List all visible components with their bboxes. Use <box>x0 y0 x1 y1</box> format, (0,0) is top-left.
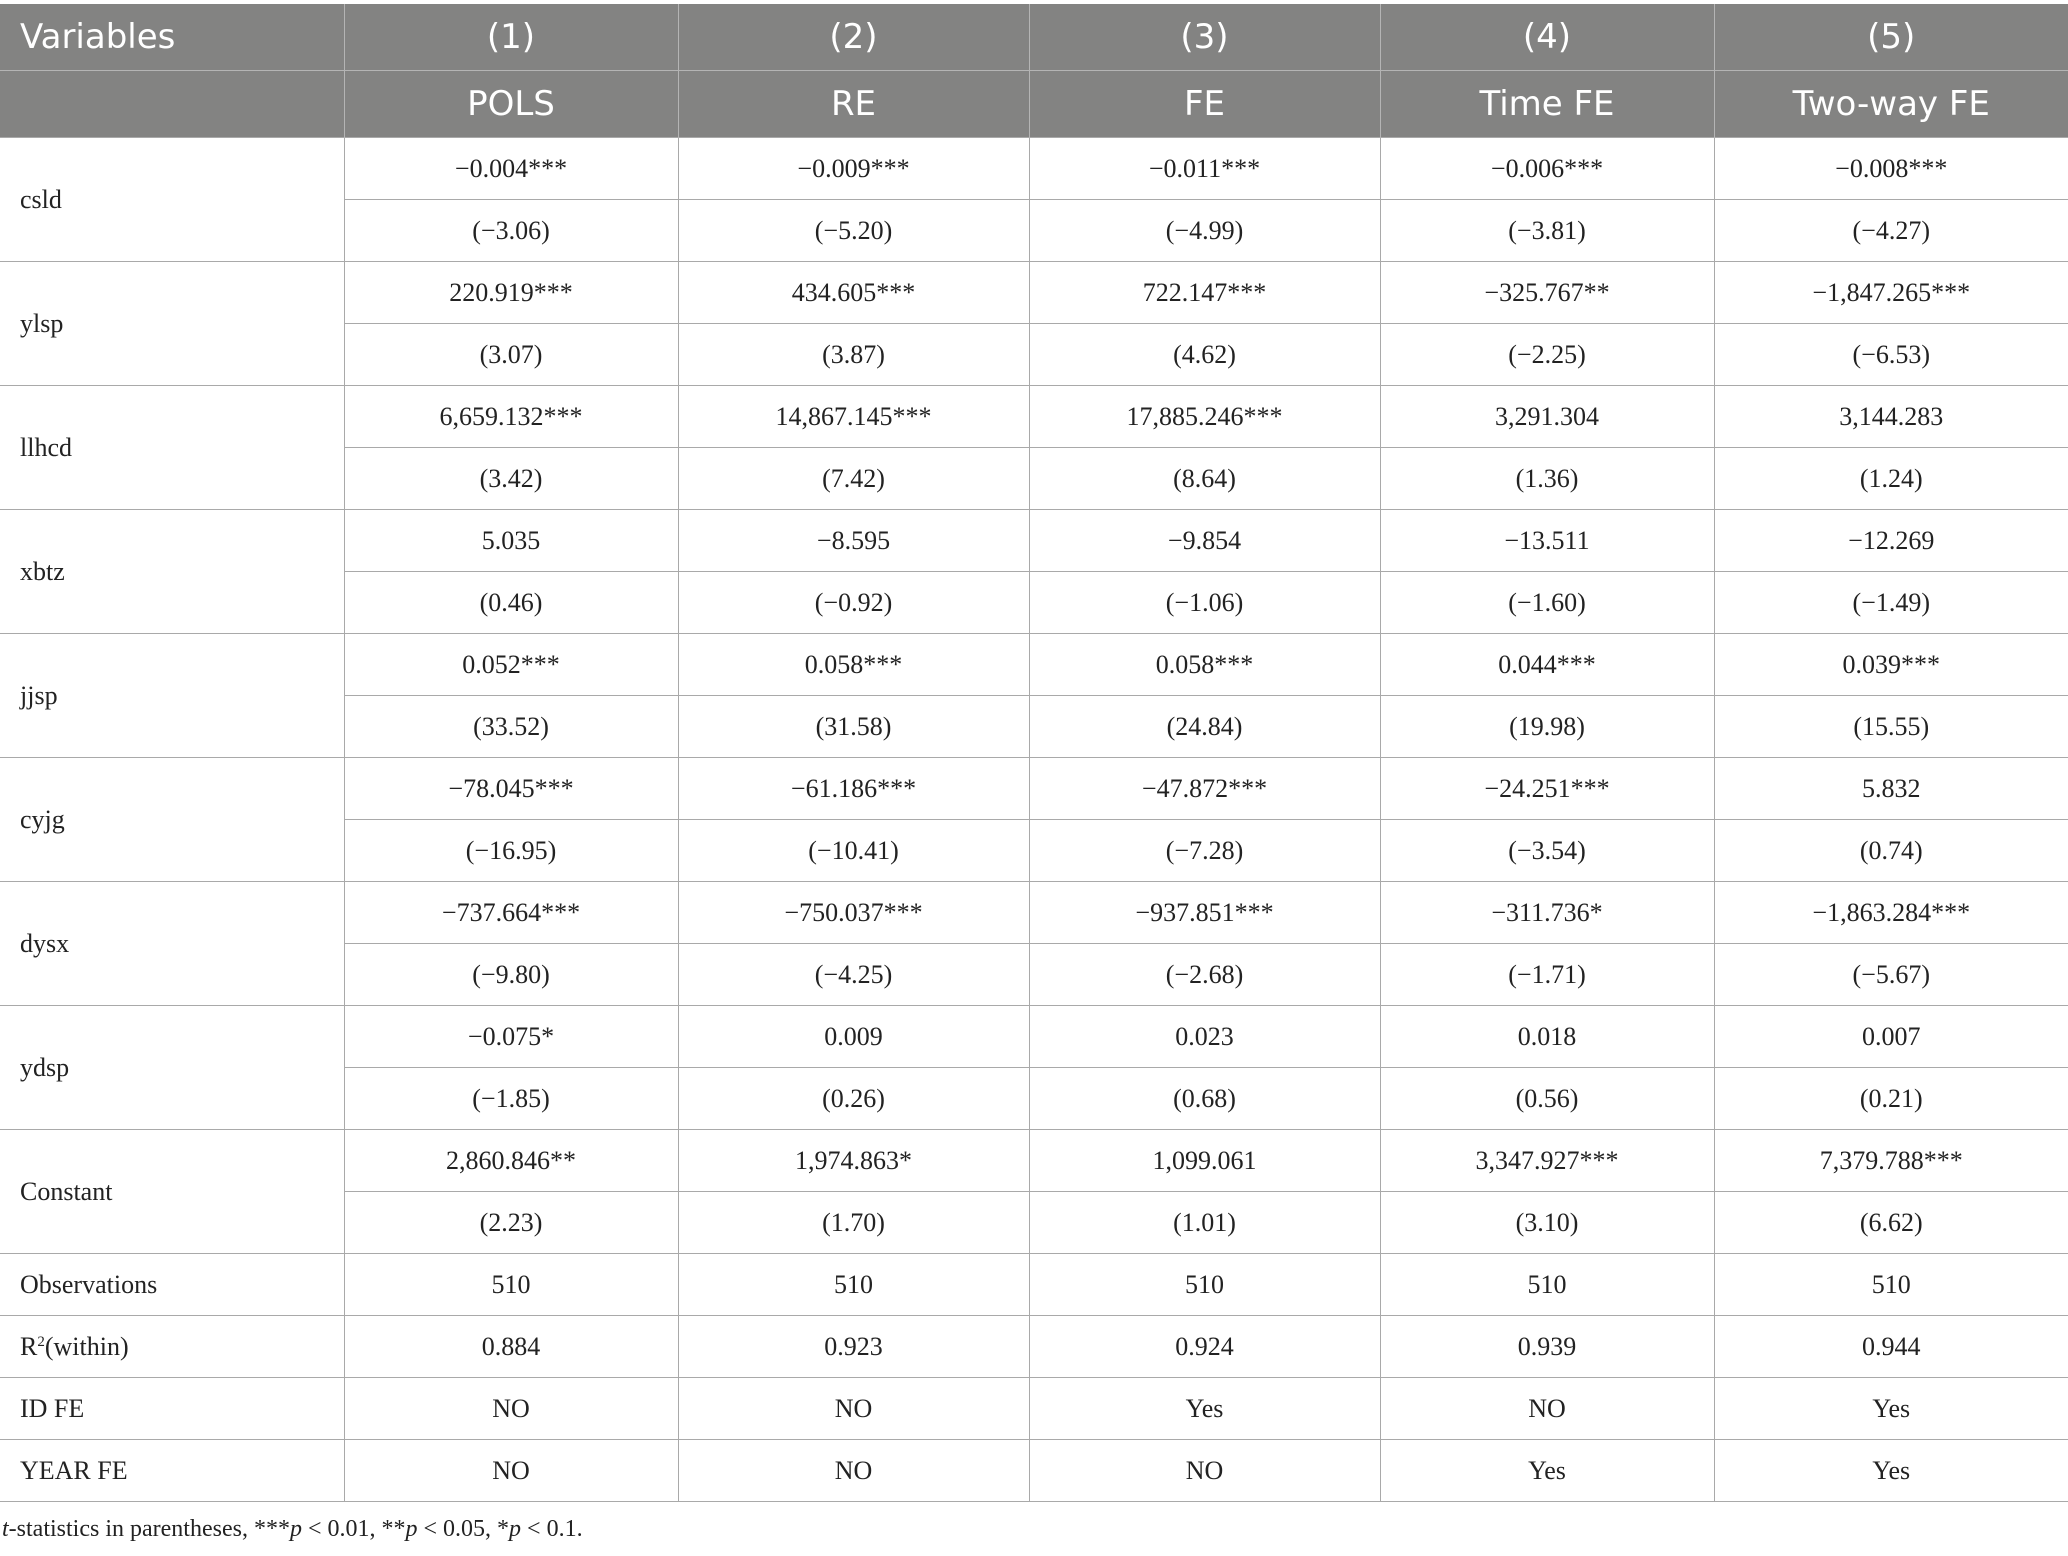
footnote-p-1: p <box>289 1516 302 1542</box>
variable-name: csld <box>0 138 344 262</box>
tstat-cell: (4.62) <box>1029 324 1380 386</box>
coef-cell: −24.251*** <box>1380 758 1714 820</box>
tstat-cell: (3.07) <box>344 324 678 386</box>
stat-value: 510 <box>1029 1254 1380 1316</box>
variable-name: llhcd <box>0 386 344 510</box>
tstat-cell: (0.56) <box>1380 1068 1714 1130</box>
tstat-cell: (15.55) <box>1714 696 2068 758</box>
coef-cell: 17,885.246*** <box>1029 386 1380 448</box>
stat-label-rest: (within) <box>44 1331 129 1361</box>
tstat-cell: (3.10) <box>1380 1192 1714 1254</box>
coef-cell: −9.854 <box>1029 510 1380 572</box>
stat-label-superscript: 2 <box>37 1333 45 1350</box>
tstat-cell: (−3.06) <box>344 200 678 262</box>
tstat-cell: (19.98) <box>1380 696 1714 758</box>
coef-row-constant <box>0 1130 2068 1192</box>
coef-cell: −78.045*** <box>344 758 678 820</box>
stat-label <box>0 1316 344 1378</box>
coef-cell: 6,659.132*** <box>344 386 678 448</box>
tstat-cell: (−4.27) <box>1714 200 2068 262</box>
variables-header: Variables <box>0 4 344 71</box>
stat-row <box>0 1316 2068 1378</box>
tstat-cell: (6.62) <box>1714 1192 2068 1254</box>
coef-cell: −13.511 <box>1380 510 1714 572</box>
tstat-cell: (−5.20) <box>678 200 1029 262</box>
footnote-t: t <box>2 1516 9 1542</box>
header-row-numbers <box>0 4 2068 71</box>
stat-value: 510 <box>1380 1254 1714 1316</box>
stat-value: Yes <box>1714 1378 2068 1440</box>
variable-name: dysx <box>0 882 344 1006</box>
column-model-4: Time FE <box>1380 71 1714 138</box>
column-number-2: (2) <box>678 4 1029 71</box>
tstat-cell: (31.58) <box>678 696 1029 758</box>
coef-cell: −12.269 <box>1714 510 2068 572</box>
tstat-cell: (−2.25) <box>1380 324 1714 386</box>
coef-cell: −0.004*** <box>344 138 678 200</box>
tstat-cell: (−7.28) <box>1029 820 1380 882</box>
tstat-cell: (−6.53) <box>1714 324 2068 386</box>
variable-name: jjsp <box>0 634 344 758</box>
coef-cell: 0.007 <box>1714 1006 2068 1068</box>
coef-cell: −0.009*** <box>678 138 1029 200</box>
stat-value: 510 <box>1714 1254 2068 1316</box>
tstat-cell: (0.46) <box>344 572 678 634</box>
variable-name: ylsp <box>0 262 344 386</box>
coef-cell: −0.075* <box>344 1006 678 1068</box>
variables-header-blank <box>0 71 344 138</box>
table-header <box>0 4 2068 138</box>
footnote-text-4: < 0.1. <box>521 1516 583 1542</box>
coef-cell: 2,860.846** <box>344 1130 678 1192</box>
tstat-cell: (1.01) <box>1029 1192 1380 1254</box>
coef-cell: 220.919*** <box>344 262 678 324</box>
coef-cell: 0.058*** <box>1029 634 1380 696</box>
coef-cell: 434.605*** <box>678 262 1029 324</box>
coef-cell: −47.872*** <box>1029 758 1380 820</box>
tstat-cell: (1.24) <box>1714 448 2068 510</box>
stat-value: NO <box>344 1378 678 1440</box>
coef-cell: 3,291.304 <box>1380 386 1714 448</box>
variable-name: ydsp <box>0 1006 344 1130</box>
tstat-cell: (−1.85) <box>344 1068 678 1130</box>
footnote-p-2: p <box>405 1516 418 1542</box>
column-number-4: (4) <box>1380 4 1714 71</box>
coef-cell: 5.832 <box>1714 758 2068 820</box>
coef-row-jjsp <box>0 634 2068 696</box>
tstat-cell: (−5.67) <box>1714 944 2068 1006</box>
coef-cell: −0.008*** <box>1714 138 2068 200</box>
variable-name: cyjg <box>0 758 344 882</box>
tstat-cell: (3.87) <box>678 324 1029 386</box>
stat-row <box>0 1440 2068 1502</box>
tstat-cell: (1.70) <box>678 1192 1029 1254</box>
coef-cell: −325.767** <box>1380 262 1714 324</box>
stat-value: Yes <box>1029 1378 1380 1440</box>
tstat-cell: (7.42) <box>678 448 1029 510</box>
tstat-cell: (−1.06) <box>1029 572 1380 634</box>
header-row-models <box>0 71 2068 138</box>
column-model-3: FE <box>1029 71 1380 138</box>
coef-cell: −0.006*** <box>1380 138 1714 200</box>
coef-row-csld <box>0 138 2068 200</box>
column-number-1: (1) <box>344 4 678 71</box>
stat-value: 510 <box>344 1254 678 1316</box>
tstat-cell: (−10.41) <box>678 820 1029 882</box>
coef-row-cyjg <box>0 758 2068 820</box>
column-model-1: POLS <box>344 71 678 138</box>
coef-cell: −750.037*** <box>678 882 1029 944</box>
coef-cell: 14,867.145*** <box>678 386 1029 448</box>
tstat-cell: (0.74) <box>1714 820 2068 882</box>
coef-cell: 722.147*** <box>1029 262 1380 324</box>
table-body <box>0 138 2068 1502</box>
tstat-cell: (−0.92) <box>678 572 1029 634</box>
stat-label-main: R <box>20 1331 38 1361</box>
tstat-cell: (0.68) <box>1029 1068 1380 1130</box>
coef-cell: 1,099.061 <box>1029 1130 1380 1192</box>
footnote-text-1: -statistics in parentheses, *** <box>8 1516 290 1542</box>
coef-cell: −737.664*** <box>344 882 678 944</box>
stat-value: 0.884 <box>344 1316 678 1378</box>
tstat-cell: (−3.54) <box>1380 820 1714 882</box>
coef-cell: −0.011*** <box>1029 138 1380 200</box>
tstat-cell: (0.21) <box>1714 1068 2068 1130</box>
column-number-3: (3) <box>1029 4 1380 71</box>
column-number-5: (5) <box>1714 4 2068 71</box>
coef-row-dysx <box>0 882 2068 944</box>
coef-cell: −1,863.284*** <box>1714 882 2068 944</box>
coef-cell: 0.023 <box>1029 1006 1380 1068</box>
stat-value: 0.923 <box>678 1316 1029 1378</box>
coef-row-ydsp <box>0 1006 2068 1068</box>
variable-name: Constant <box>0 1130 344 1254</box>
coef-cell: −937.851*** <box>1029 882 1380 944</box>
coef-cell: 5.035 <box>344 510 678 572</box>
coef-cell: −61.186*** <box>678 758 1029 820</box>
stat-row <box>0 1254 2068 1316</box>
column-model-2: RE <box>678 71 1029 138</box>
stat-value: 0.924 <box>1029 1316 1380 1378</box>
tstat-cell: (−4.99) <box>1029 200 1380 262</box>
stat-value: NO <box>678 1440 1029 1502</box>
tstat-cell: (−1.71) <box>1380 944 1714 1006</box>
stat-value: Yes <box>1714 1440 2068 1502</box>
coef-cell: 0.044*** <box>1380 634 1714 696</box>
stat-value: NO <box>678 1378 1029 1440</box>
tstat-cell: (−9.80) <box>344 944 678 1006</box>
tstat-cell: (1.36) <box>1380 448 1714 510</box>
footnote-text-3: < 0.05, * <box>417 1516 510 1542</box>
coef-cell: 1,974.863* <box>678 1130 1029 1192</box>
coef-cell: −1,847.265*** <box>1714 262 2068 324</box>
tstat-cell: (−2.68) <box>1029 944 1380 1006</box>
coef-row-llhcd <box>0 386 2068 448</box>
regression-table-container <box>0 4 2068 1502</box>
stat-label: ID FE <box>0 1378 344 1440</box>
stat-label: Observations <box>0 1254 344 1316</box>
stat-value: 510 <box>678 1254 1029 1316</box>
stat-value: Yes <box>1380 1440 1714 1502</box>
tstat-cell: (8.64) <box>1029 448 1380 510</box>
tstat-cell: (−16.95) <box>344 820 678 882</box>
tstat-cell: (0.26) <box>678 1068 1029 1130</box>
coef-cell: 3,144.283 <box>1714 386 2068 448</box>
coef-cell: 0.039*** <box>1714 634 2068 696</box>
stat-label: YEAR FE <box>0 1440 344 1502</box>
tstat-cell: (−4.25) <box>678 944 1029 1006</box>
regression-results-table <box>0 4 2068 1502</box>
tstat-cell: (2.23) <box>344 1192 678 1254</box>
column-model-5: Two-way FE <box>1714 71 2068 138</box>
tstat-cell: (−1.49) <box>1714 572 2068 634</box>
coef-cell: −8.595 <box>678 510 1029 572</box>
coef-cell: 3,347.927*** <box>1380 1130 1714 1192</box>
coef-cell: −311.736* <box>1380 882 1714 944</box>
stat-row <box>0 1378 2068 1440</box>
stat-value: 0.944 <box>1714 1316 2068 1378</box>
tstat-cell: (33.52) <box>344 696 678 758</box>
coef-row-ylsp <box>0 262 2068 324</box>
coef-cell: 0.018 <box>1380 1006 1714 1068</box>
stat-value: NO <box>1380 1378 1714 1440</box>
tstat-cell: (24.84) <box>1029 696 1380 758</box>
coef-cell: 7,379.788*** <box>1714 1130 2068 1192</box>
coef-cell: 0.058*** <box>678 634 1029 696</box>
footnote-text-2: < 0.01, ** <box>301 1516 406 1542</box>
variable-name: xbtz <box>0 510 344 634</box>
tstat-cell: (−1.60) <box>1380 572 1714 634</box>
coef-cell: 0.009 <box>678 1006 1029 1068</box>
tstat-cell: (−3.81) <box>1380 200 1714 262</box>
table-footnote <box>2 1516 583 1543</box>
stat-value: NO <box>1029 1440 1380 1502</box>
stat-value: NO <box>344 1440 678 1502</box>
coef-cell: 0.052*** <box>344 634 678 696</box>
coef-row-xbtz <box>0 510 2068 572</box>
stat-value: 0.939 <box>1380 1316 1714 1378</box>
footnote-p-3: p <box>509 1516 522 1542</box>
tstat-cell: (3.42) <box>344 448 678 510</box>
